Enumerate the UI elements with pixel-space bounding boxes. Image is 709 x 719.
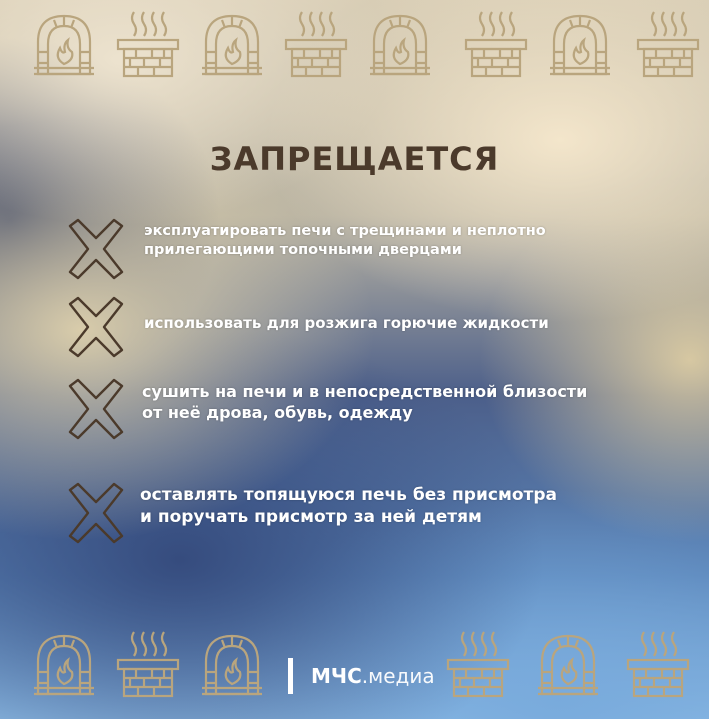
logo-suffix: .медиа: [361, 664, 435, 688]
fireplace-icon: [30, 628, 98, 700]
cross-icon: [66, 482, 126, 544]
item-line: и поручать присмотр за ней детям: [140, 507, 482, 528]
chimney-icon: [462, 8, 530, 80]
fireplace-icon: [198, 8, 266, 80]
chimney-icon: [282, 8, 350, 80]
fireplace-icon: [546, 8, 614, 80]
fireplace-icon: [366, 8, 434, 80]
fireplace-icon: [198, 628, 266, 700]
chimney-icon: [444, 628, 512, 700]
cross-icon: [66, 378, 126, 440]
item-line: прилегающими топочными дверцами: [144, 241, 462, 258]
cross-icon: [66, 218, 126, 280]
chimney-icon: [114, 628, 182, 700]
prohibition-item: [66, 378, 666, 448]
chimney-icon: [624, 628, 692, 700]
item-line: от неё дрова, обувь, одежду: [142, 402, 413, 422]
item-line: оставлять топящуюся печь без присмотра: [140, 485, 558, 505]
item-line: использовать для розжига горючие жидкости: [144, 314, 549, 332]
item-line: сушить на печи и в непосредственной близости: [142, 382, 588, 401]
logo-bar: [288, 658, 293, 694]
prohibition-item: [66, 482, 666, 552]
top-icon-strip: [0, 8, 709, 88]
fireplace-icon: [534, 628, 602, 700]
chimney-icon: [634, 8, 702, 80]
fireplace-icon: [30, 8, 98, 80]
logo-brand: МЧС: [311, 664, 362, 688]
item-line: эксплуатировать печи с трещинами и неплотно: [144, 223, 546, 239]
prohibition-item: [66, 218, 666, 288]
mchs-media-logo: [288, 656, 435, 696]
prohibition-item: [66, 296, 666, 366]
chimney-icon: [114, 8, 182, 80]
cross-icon: [66, 296, 126, 358]
page-title: ЗАПРЕЩАЕТСЯ: [209, 140, 500, 178]
